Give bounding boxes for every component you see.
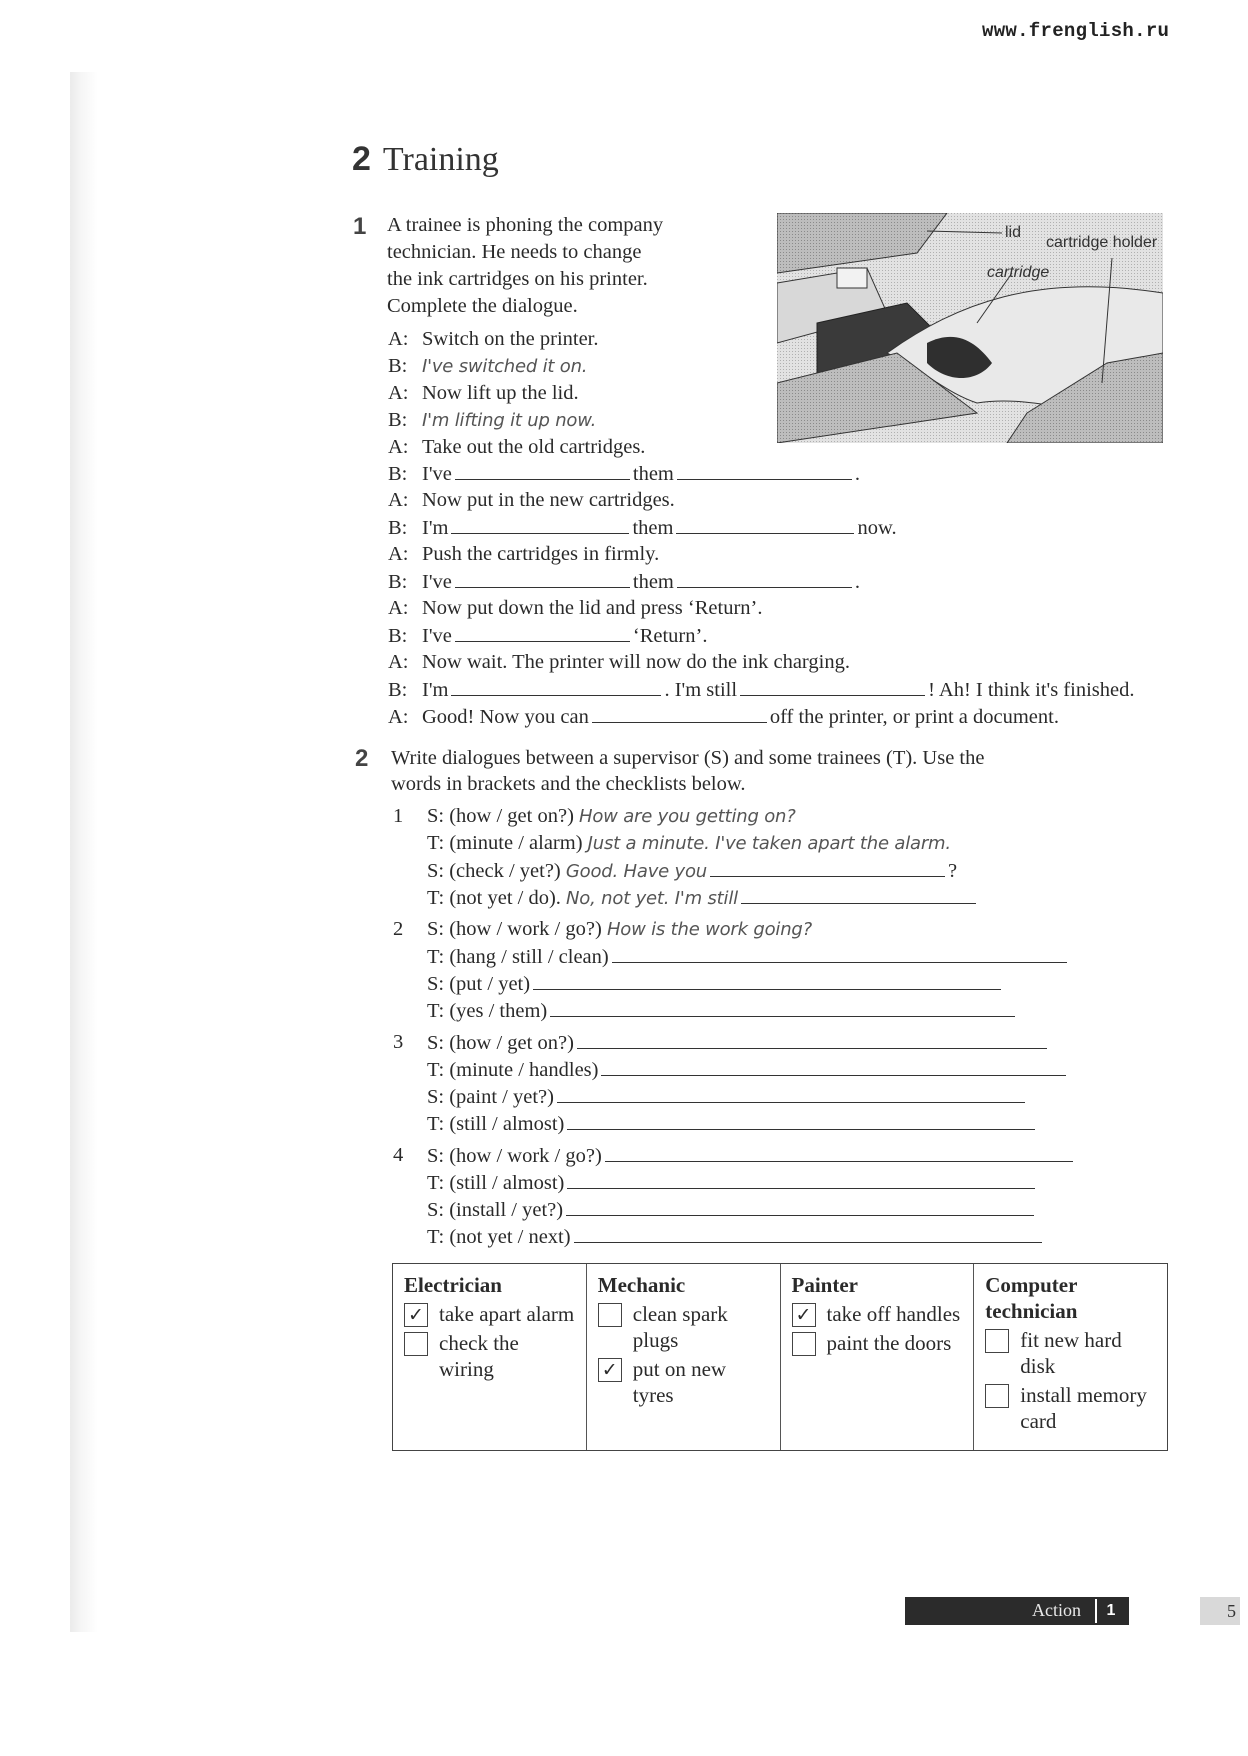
section-footer-bar (905, 1597, 1129, 1625)
dialogue-line: B: I've them . (388, 463, 860, 485)
answer-blank[interactable] (451, 515, 629, 534)
checkbox-unchecked[interactable] (598, 1303, 622, 1327)
dialogue-line: T: (still / almost) (427, 1111, 1038, 1136)
dialogue-line: T: (yes / them) (427, 998, 1018, 1023)
answer-blank[interactable] (612, 944, 1067, 963)
instruction-line: Write dialogues between a supervisor (S) and some trainees (T). Use the (391, 747, 985, 769)
dialogue-line: S: (check / yet?) Good. Have you ? (427, 860, 958, 882)
dialogue-line: B: I've them . (388, 571, 860, 593)
checklists-table (392, 1263, 1168, 1451)
dialogue-line: B: I'm them now. (388, 517, 897, 539)
dialogue-line: S: (paint / yet?) (427, 1084, 1028, 1109)
answer-blank[interactable] (740, 677, 925, 696)
dialogue-number: 4 (393, 1144, 404, 1166)
instruction-line: the ink cartridges on his printer. (387, 268, 648, 290)
image-label-lid: lid (1005, 224, 1022, 241)
unit-title (352, 140, 499, 179)
unit-name: Training (382, 141, 499, 178)
dialogue-number: 3 (393, 1031, 404, 1053)
answer-blank[interactable] (677, 569, 852, 588)
answer-blank[interactable] (601, 1057, 1066, 1076)
dialogue-line: A: Push the cartridges in firmly. (388, 543, 660, 565)
answer-blank[interactable] (455, 623, 630, 642)
dialogue-line: T: (not yet / do). No, not yet. I'm still (427, 885, 979, 911)
answer-blank[interactable] (567, 1170, 1035, 1189)
answer-blank[interactable] (710, 858, 945, 877)
answer-blank[interactable] (605, 1143, 1073, 1162)
site-url: www.frenglish.ru (982, 20, 1170, 42)
dialogue-line: B: I'm lifting it up now. (388, 409, 597, 431)
answer-blank[interactable] (574, 1224, 1042, 1243)
checkbox-checked[interactable]: ✓ (598, 1358, 622, 1382)
dialogue-line: T: (minute / handles) (427, 1057, 1069, 1082)
checkbox-unchecked[interactable] (985, 1329, 1009, 1353)
dialogue-line: T: (still / almost) (427, 1170, 1038, 1195)
answer-blank[interactable] (567, 1111, 1035, 1130)
instruction-line: words in brackets and the checklists below. (391, 773, 746, 795)
answer-blank[interactable] (577, 1030, 1047, 1049)
checklist-painter: Painter ✓ take off handles paint the doors (781, 1264, 975, 1450)
exercise-number: 1 (353, 213, 367, 240)
dialogue-line: S: (how / get on?) How are you getting on? (427, 805, 796, 827)
unit-number: 2 (352, 140, 371, 178)
dialogue-number: 1 (393, 805, 404, 827)
answer-blank[interactable] (550, 998, 1015, 1017)
checklist-item: install memory card (985, 1382, 1157, 1434)
dialogue-line: B: I've switched it on. (388, 355, 588, 377)
example-answer: I'm lifting it up now. (422, 410, 597, 431)
dialogue-line: A: Take out the old cartridges. (388, 436, 646, 458)
checklist-electrician: Electrician ✓ take apart alarm check the wiring (393, 1264, 587, 1450)
page-edge-shadow (70, 72, 98, 1632)
dialogue-line: A: Now put down the lid and press ‘Return’. (388, 597, 763, 619)
answer-blank[interactable] (557, 1084, 1025, 1103)
checklist-item: ✓ take apart alarm (404, 1301, 576, 1327)
answer-blank[interactable] (677, 461, 852, 480)
instruction-line: technician. He needs to change (387, 241, 642, 263)
checklist-item: ✓ put on new tyres (598, 1356, 770, 1408)
image-label-cartridge-holder: cartridge holder (1046, 234, 1158, 251)
dialogue-line: B: I'm . I'm still ! Ah! I think it's finished. (388, 679, 1135, 701)
checklist-item: check the wiring (404, 1330, 576, 1382)
image-label-cartridge: cartridge (987, 264, 1050, 281)
dialogue-line: A: Switch on the printer. (388, 328, 599, 350)
dialogue-number: 2 (393, 918, 404, 940)
dialogue-line: S: (how / get on?) (427, 1030, 1050, 1055)
checklist-mechanic: Mechanic clean spark plugs ✓ put on new tyres (587, 1264, 781, 1450)
exercise-number: 2 (355, 745, 369, 772)
dialogue-line: B: I've ‘Return’. (388, 625, 708, 647)
dialogue-line: S: (how / work / go?) How is the work going? (427, 918, 812, 940)
page-number: 5 (1200, 1597, 1240, 1625)
answer-blank[interactable] (451, 677, 661, 696)
checklist-item: paint the doors (792, 1330, 964, 1356)
instruction-line: A trainee is phoning the company (387, 214, 664, 236)
checkbox-checked[interactable]: ✓ (792, 1303, 816, 1327)
instruction-line: Complete the dialogue. (387, 295, 578, 317)
checkbox-checked[interactable]: ✓ (404, 1303, 428, 1327)
section-label: Action (1032, 1600, 1081, 1620)
dialogue-line: T: (minute / alarm) Just a minute. I've taken apart the alarm. (427, 832, 951, 854)
answer-blank[interactable] (455, 461, 630, 480)
dialogue-line: T: (not yet / next) (427, 1224, 1045, 1249)
answer-blank[interactable] (741, 885, 976, 904)
checkbox-unchecked[interactable] (985, 1384, 1009, 1408)
section-number: 1 (1095, 1599, 1125, 1623)
example-answer: I've switched it on. (422, 356, 588, 377)
dialogue-line: S: (how / work / go?) (427, 1143, 1076, 1168)
dialogue-line: A: Now put in the new cartridges. (388, 489, 675, 511)
dialogue-line: S: (put / yet) (427, 971, 1004, 996)
answer-blank[interactable] (676, 515, 854, 534)
checkbox-unchecked[interactable] (792, 1332, 816, 1356)
dialogue-line: T: (hang / still / clean) (427, 944, 1070, 969)
answer-blank[interactable] (455, 569, 630, 588)
answer-blank[interactable] (566, 1197, 1034, 1216)
dialogue-line: A: Good! Now you can off the printer, or print a document. (388, 706, 1059, 728)
dialogue-line: A: Now lift up the lid. (388, 382, 579, 404)
dialogue-line: A: Now wait. The printer will now do the ink charging. (388, 651, 850, 673)
answer-blank[interactable] (592, 704, 767, 723)
checklist-item: fit new hard disk (985, 1327, 1157, 1379)
answer-blank[interactable] (533, 971, 1001, 990)
checklist-item: clean spark plugs (598, 1301, 770, 1353)
checklist-item: ✓ take off handles (792, 1301, 964, 1327)
dialogue-line: S: (install / yet?) (427, 1197, 1037, 1222)
checklist-computer-technician: Computer technician fit new hard disk install memory card (974, 1264, 1167, 1450)
checkbox-unchecked[interactable] (404, 1332, 428, 1356)
